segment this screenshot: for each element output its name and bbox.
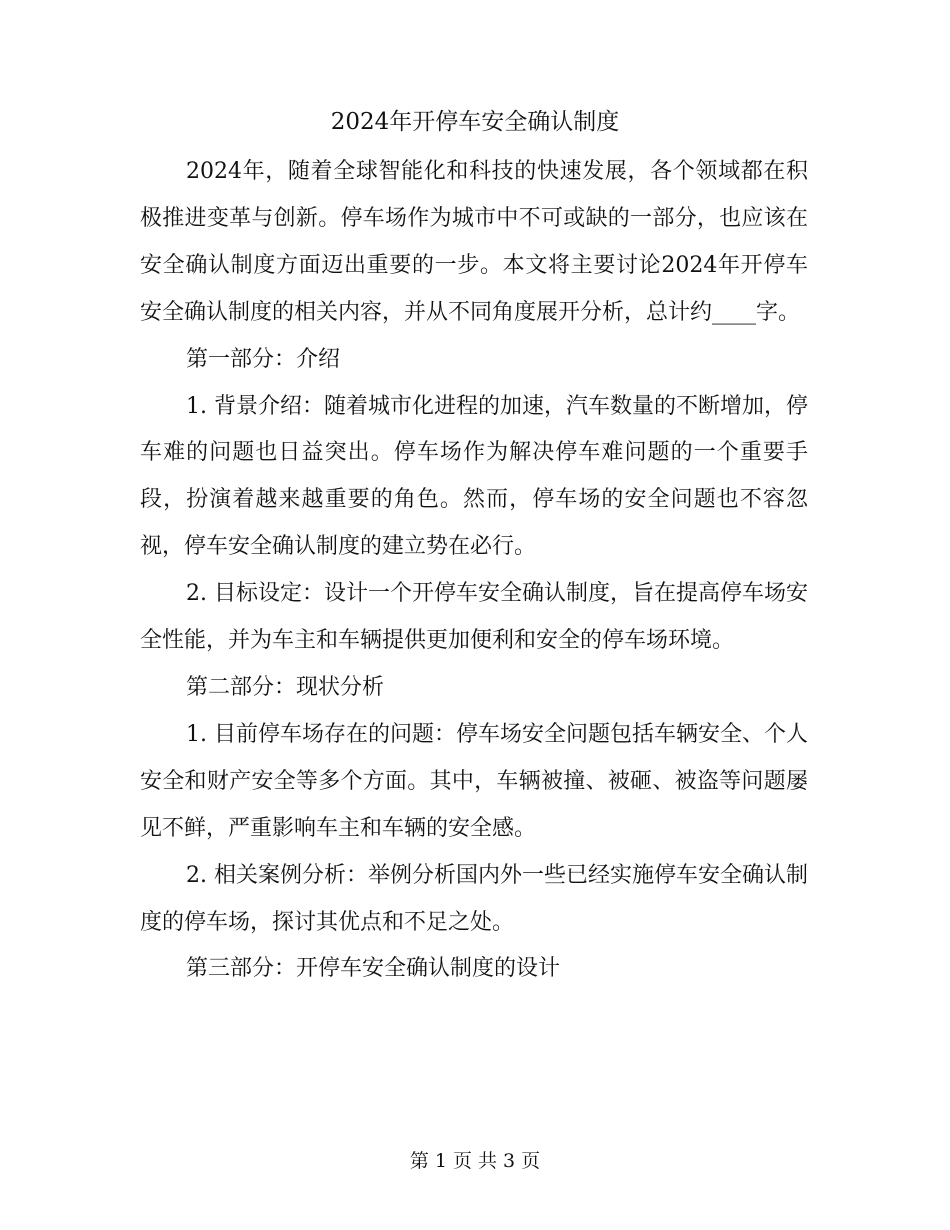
section-heading-part-1: 第一部分：介绍 xyxy=(186,346,341,372)
current-problems-paragraph: 1. 目前停车场存在的问题：停车场安全问题包括车辆安全、个人安全和财产安全等多个方面。其中，车辆被撞、被砸、被盗等问题屡见不鲜，严重影响车主和车辆的安全感。 xyxy=(140,721,808,841)
section-heading-part-2: 第二部分：现状分析 xyxy=(186,674,385,700)
case-analysis-paragraph: 2. 相关案例分析：举例分析国内外一些已经实施停车安全确认制度的停车场，探讨其优点和不足之处。 xyxy=(140,862,808,935)
page-footer: 第 1 页 共 3 页 xyxy=(409,1150,541,1172)
document-title: 2024年开停车安全确认制度 xyxy=(330,109,620,135)
intro-paragraph: 2024年，随着全球智能化和科技的快速发展，各个领域都在积极推进变革与创新。停车场作为城市中不可或缺的一部分，也应该在安全确认制度方面迈出重要的一步。本文将主要讨论2024年开停车安全确认制度的相关内容，并从不同角度展开分析，总计约____字。 xyxy=(140,159,808,325)
section-heading-part-3: 第三部分：开停车安全确认制度的设计 xyxy=(186,956,561,982)
goal-paragraph: 2. 目标设定：设计一个开停车安全确认制度，旨在提高停车场安全性能，并为车主和车辆提供更加便利和安全的停车场环境。 xyxy=(140,581,808,654)
background-paragraph: 1. 背景介绍：随着城市化进程的加速，汽车数量的不断增加，停车难的问题也日益突出。停车场作为解决停车难问题的一个重要手段，扮演着越来越重要的角色。然而，停车场的安全问题也不容忽视，停车安全确认制度的建立势在必行。 xyxy=(140,393,808,560)
document-body xyxy=(140,149,808,993)
